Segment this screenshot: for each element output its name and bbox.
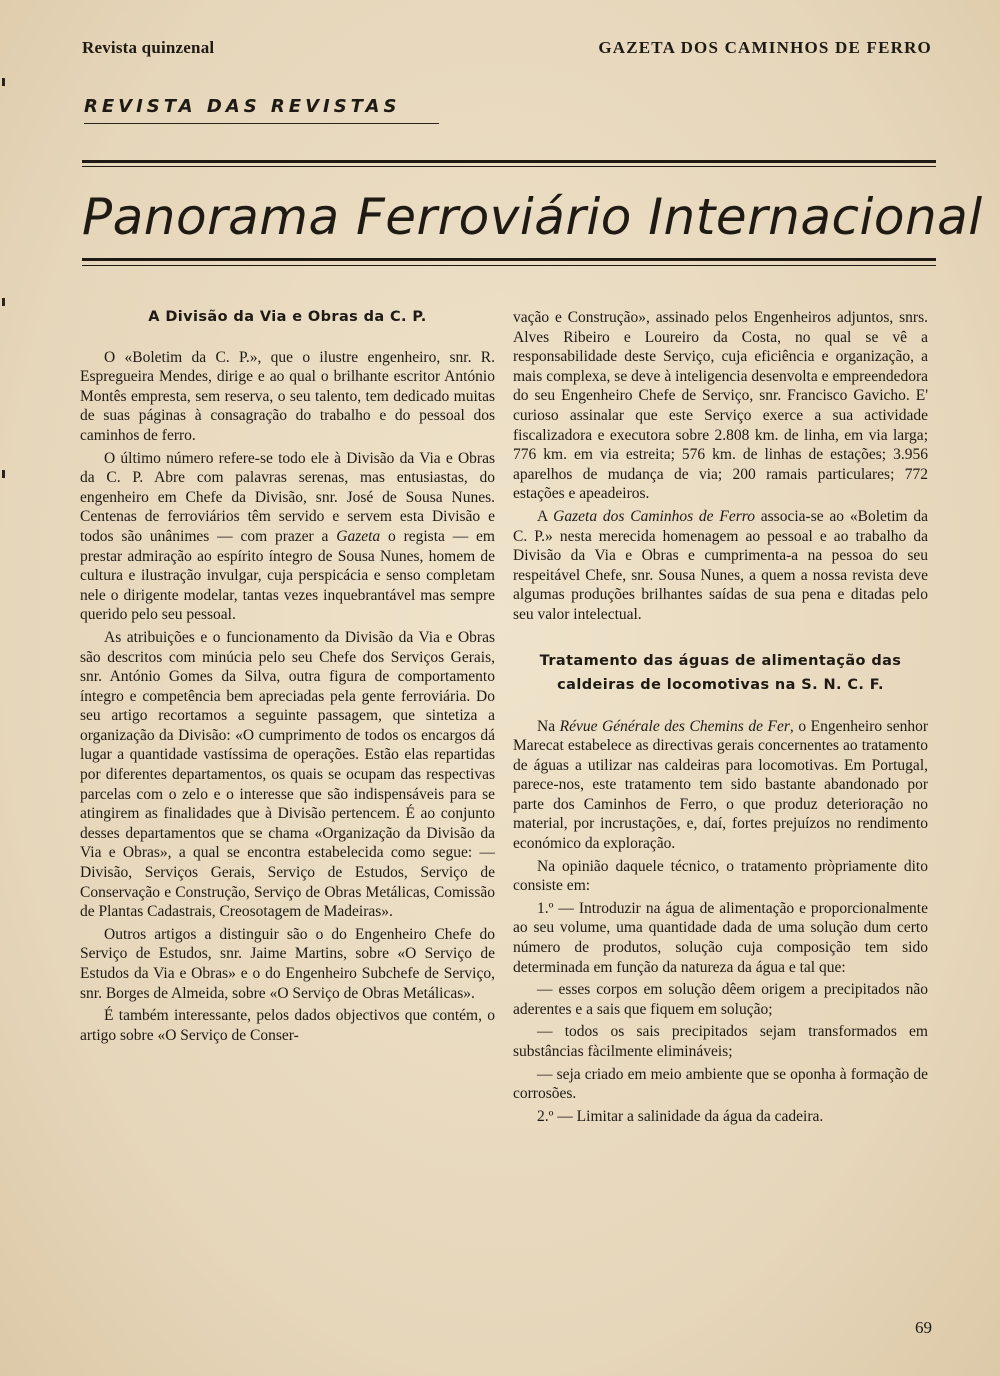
running-head xyxy=(82,38,932,60)
section-rule xyxy=(84,123,439,124)
title-rule-bottom-thin xyxy=(82,265,936,266)
article-heading-water: Tratamento das águas de alimentação das caldeiras de locomotivas na S. N. C. F. xyxy=(539,652,902,693)
margin-mark xyxy=(2,78,5,86)
paragraph: As atribuições e o funcionamento da Divisão da Via e Obras são descritos com minúcia pelo seu Chefe dos Serviços Gerais, snr. António Gomes da Silva, outra figura de comportamento íntegro e competência bem apreciadas pela gente ferroviária. Do seu artigo recortamos a seguinte passagem, que sintetiza a organização da Divisão: «O cumprimento de todos os encargos dá lugar a quantidade vastíssima de operações. Estão elas repartidas por diferentes departamentos, os quais se ocupam das respectivas parcelas com o zelo e o interesse que são indispensáveis para se atingirem as finalidades que à Divisão pertencem. É ao conjunto desses departamentos que se chama «Organização da Divisão da Via e Obras», a qual se encontra estabelecida como segue: — Divisão, Serviços Gerais, Serviço de Estudos, Serviço de Conservação e Construção, Serviço de Obras Metálicas, Comissão de Plantas Cadastrais, Creosotagem de Madeiras». xyxy=(80,628,495,921)
paragraph: A Gazeta dos Caminhos de Ferro associa-se ao «Boletim da C. P.» nesta merecida homenagem ao pessoal e ao trabalho da Divisão da Via e Obras e cumprimenta-a na pessoa do seu respeitável Chefe, snr. Sousa Nunes, a quem a nossa revista deve algumas produções brilhantes saídas de sua pena e ditadas pelo seu valor intelectual. xyxy=(513,507,928,623)
italic-title: Gazeta xyxy=(336,527,381,545)
paragraph: Na Révue Générale des Chemins de Fer, o Engenheiro senhor Marecat estabelece as directivas gerais concernentes ao tratamento de águas a utilizar nas caldeiras para locomotivas. Em Portugal, parece-nos, este tratamento tem sido bastante abandonado por parte dos Caminhos de Ferro, o que produz deterioração no material, por incrustações, e, daí, fortes prejuízos no rendimento económico da exploração. xyxy=(513,717,928,853)
title-rule-top xyxy=(82,160,936,163)
paragraph: — todos os sais precipitados sejam transformados em substâncias fàcilmente elimináveis; xyxy=(513,1023,928,1060)
paragraph: O último número refere-se todo ele à Divisão da Via e Obras da C. P. Abre com palavras serenas, mas entusiastas, do engenheiro em Chefe da Divisão, snr. José de Sousa Nunes. Centenas de ferroviários têm servido e servem esta Divisão e todos são unânimes — com prazer a Gazeta o regista — em prestar admiração ao espírito íntegro de Sousa Nunes, homem de cultura e ilustração invulgar, cuja perspicácia e senso completam nele o dirigente modelar, tantas vezes inquebrantável mas sempre querido pelo seu pessoal. xyxy=(80,449,495,624)
paragraph: 2.º — Limitar a salinidade da água da cadeira. xyxy=(537,1107,824,1125)
paragraph: vação e Construção», assinado pelos Engenheiros adjuntos, snrs. Alves Ribeiro e Loureiro da Costa, no qual se vê a responsabilidade deste Serviço, cuja eficiência e organização, a mais complexa, se deve à inteligencia desenvolta e empreendedora do seu Engenheiro Chefe de Serviço, snr. Francisco Gavicho. E' curioso assinalar que este Serviço exerce a sua actividade fiscalizadora e executora sobre 2.808 km. de linha, em via larga; 776 km. em via estreita; 576 km. de linhas de estações; 3.956 aparelhos de mudança de via; 200 ramais particulares; 772 estações e apeadeiros. xyxy=(513,309,928,503)
page-number: 69 xyxy=(915,1318,932,1337)
paragraph: 1.º — Introduzir na água de alimentação e proporcionalmente ao seu volume, uma quantidade dada de uma solução dum certo número de produtos, solução cuja composição tem sido determinada em função da natureza da água e tal que: xyxy=(513,899,928,976)
title-rule-top-thin xyxy=(82,166,936,167)
page-title: Panorama Ferroviário Internacional xyxy=(82,188,983,246)
header-right: GAZETA DOS CAMINHOS DE FERRO xyxy=(598,38,932,57)
paragraph: É também interessante, pelos dados objectivos que contém, o artigo sobre «O Serviço de Conser- xyxy=(80,1007,495,1044)
article-heading-cp: A Divisão da Via e Obras da C. P. xyxy=(148,309,427,325)
left-column xyxy=(80,308,495,1048)
paragraph: Outros artigos a distinguir são o do Engenheiro Chefe do Serviço de Estudos, snr. Jaime Martins, sobre «O Serviço de Estudos da Via e Obras» e o do Engenheiro Subchefe de Serviço, snr. Borges de Almeida, sobre «O Serviço de Obras Metálicas». xyxy=(80,925,495,1002)
italic-title: Gazeta dos Caminhos de Ferro xyxy=(553,507,755,525)
right-column xyxy=(513,308,928,1129)
header-left: Revista quinzenal xyxy=(82,38,215,57)
paragraph: — esses corpos em solução dêem origem a precipitados não aderentes e a sais que fiquem em solução; xyxy=(513,981,928,1018)
title-rule-bottom xyxy=(82,258,936,261)
margin-mark xyxy=(2,470,5,478)
paragraph: Na opinião daquele técnico, o tratamento pròpriamente dito consiste em: xyxy=(513,857,928,895)
paragraph: O «Boletim da C. P.», que o ilustre engenheiro, snr. R. Espregueira Mendes, dirige e ao qual o brilhante escritor António Montês empresta, sem reserva, o seu talento, tem dedicado muitas de suas páginas à consagração do trabalho e do pessoal dos caminhos de ferro. xyxy=(80,348,495,444)
margin-mark xyxy=(2,298,5,306)
paragraph: — seja criado em meio ambiente que se oponha à formação de corrosões. xyxy=(513,1065,928,1103)
italic-title: Révue Générale des Chemins de Fer xyxy=(559,717,790,735)
section-label: REVISTA DAS REVISTAS xyxy=(84,96,401,117)
